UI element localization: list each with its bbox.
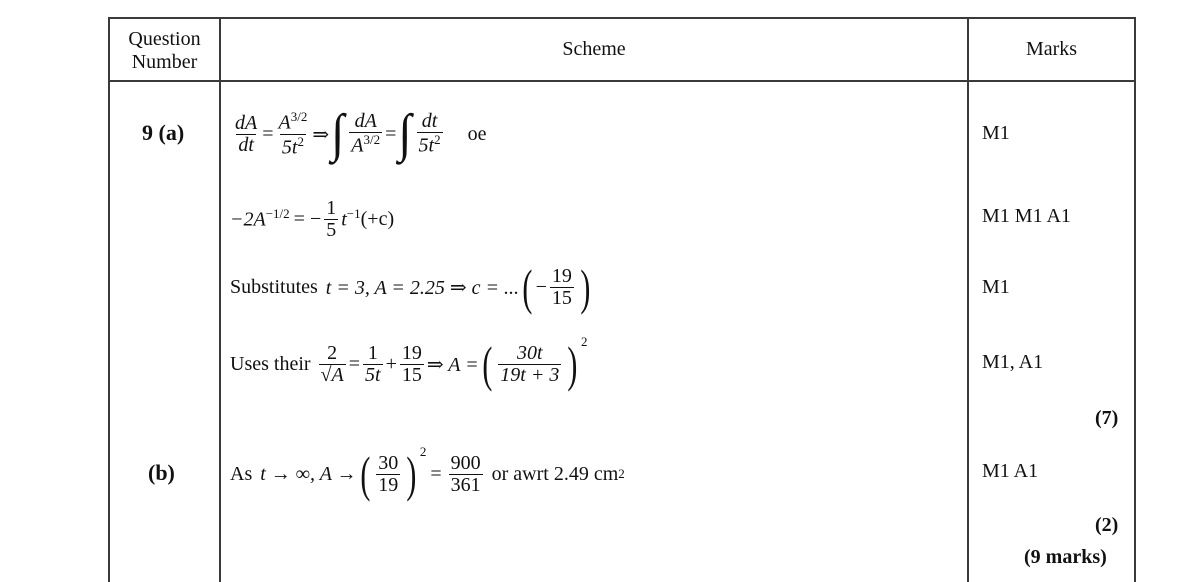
table-border-right [1134,17,1136,582]
step1-equation: $\frac{dA}{dt}$ = $\frac{A^{3/2}}{5t^2}$ ⇒ ∫ $\frac{dA}{A^{3/2}}$ = ∫ $\frac{dt}{5t^2}$ oe [235,104,487,163]
part-b-equation: As t → ∞, A → ( $\frac{30}{19}$ ) 2 = $\frac{900}{361}$ or awrt 2.49 cm 2 [230,444,625,502]
header-question-number: Question Number [128,28,201,73]
total-marks: (9 marks) [1024,546,1107,568]
part-a-label: 9 (a) [142,120,185,145]
table-border-left [108,17,110,582]
part-b-label: (b) [148,460,175,485]
header-marks: Marks [1025,38,1078,60]
step3-mark: M1 [982,276,1010,298]
step4-mark: M1, A1 [982,351,1044,373]
table-header-divider [108,80,1135,82]
step1-mark: M1 [982,122,1010,144]
table-col-divider-1 [219,17,221,582]
part-a-subtotal: (7) [1095,407,1119,429]
part-b-subtotal: (2) [1095,514,1119,536]
integral-symbol: ∫ [331,104,345,163]
table-border-top [108,17,1135,19]
step2-mark: M1 M1 A1 [982,205,1071,227]
integral-symbol: ∫ [398,104,412,163]
step3-equation: Substitutes t = 3, A = 2.25 ⇒ c = ... ( − $\frac{19}{15}$ ) [230,259,591,315]
table-col-divider-2 [967,17,969,582]
step4-equation: Uses their $\frac{2}{√A}$ = $\frac{1}{5t}$ + $\frac{19}{15}$ ⇒ A = ( $\frac{30t}{19t + 3}$ ) 2 [230,334,588,392]
header-scheme: Scheme [562,38,626,60]
part-b-mark: M1 A1 [982,460,1039,482]
step2-equation: $-2A^{-1/2}$ = − $\frac{1}{5}$ $t^{-1}$ (+c) [230,196,395,241]
